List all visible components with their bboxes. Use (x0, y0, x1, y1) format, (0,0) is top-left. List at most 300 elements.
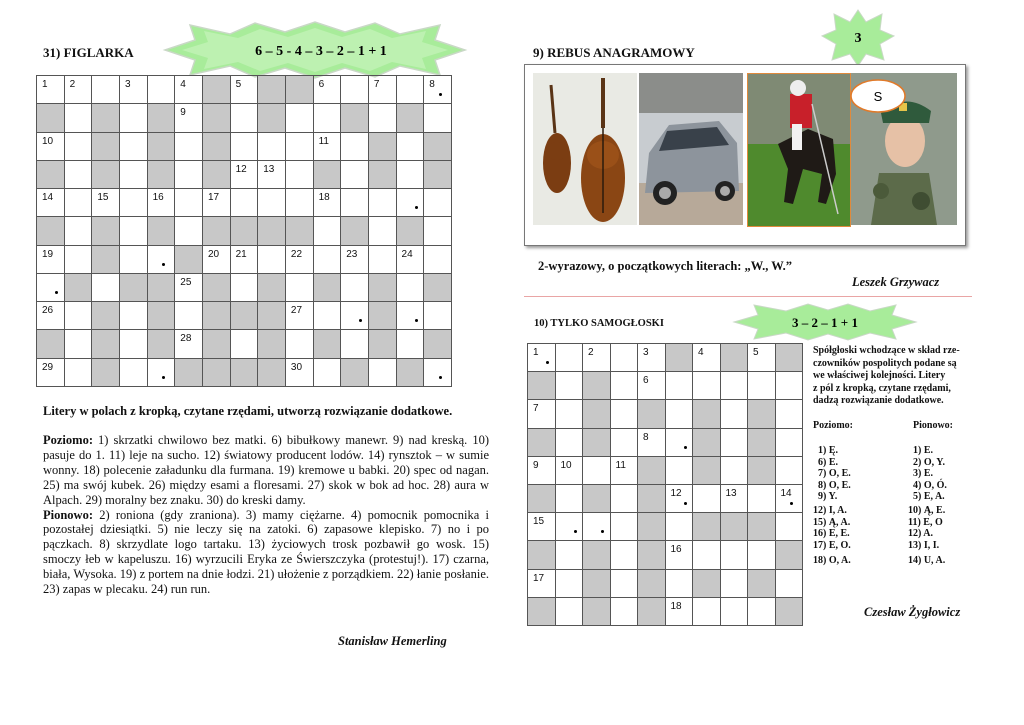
cell-number: 6 (318, 79, 325, 90)
grid-cell-shaded[interactable] (258, 104, 286, 132)
grid-cell[interactable] (775, 372, 803, 400)
grid-cell-shaded[interactable] (583, 372, 611, 400)
grid-cell[interactable] (119, 189, 147, 217)
grid-cell-shaded[interactable] (92, 132, 120, 160)
grid-cell[interactable] (610, 484, 638, 512)
grid-cell[interactable] (341, 302, 369, 330)
down-clues: 2) roniona (gdy zraniona). 3) mamy ciężarne. 4) pomocnik pomocnika i pozostałej dziesiątki. 5) nie leczy się na zatoki. 6) zapasowe klepisko. 7) no i po pączkach. 8) skrzydlate logo tartaku. 13) życiowych trosk pozbawił go wosk. 15) smoczy łeb w kapeluszu. 16) wyrzucili Eryka ze Świerszczyka (protestuj!). 17) czarna, biała, Wysoka. 19) z portem na dnie łodzi. 21) ułożenie z porządkiem. 22) łanie posłanie. 23) zapas w plecaku. 24) run run. (43, 507, 489, 597)
grid-cell[interactable] (528, 456, 556, 484)
grid-row (528, 513, 803, 541)
dot-marker (684, 502, 687, 505)
grid-row (37, 358, 452, 386)
grid-cell[interactable] (230, 189, 258, 217)
grid-cell[interactable] (147, 189, 175, 217)
grid-cell[interactable] (424, 302, 452, 330)
grid-cell-shaded[interactable] (720, 344, 748, 372)
grid-cell[interactable] (693, 541, 721, 569)
grid-cell[interactable] (396, 273, 424, 301)
grid-cell-shaded[interactable] (147, 330, 175, 358)
grid-cell-shaded[interactable] (424, 160, 452, 188)
grid-cell[interactable] (258, 189, 286, 217)
grid-cell[interactable] (748, 541, 776, 569)
grid-cell-shaded[interactable] (147, 273, 175, 301)
grid-cell-shaded[interactable] (583, 400, 611, 428)
grid-cell[interactable] (424, 245, 452, 273)
grid-cell-shaded[interactable] (64, 273, 92, 301)
grid-cell[interactable] (313, 245, 341, 273)
grid-cell-shaded[interactable] (202, 273, 230, 301)
grid-cell[interactable] (720, 456, 748, 484)
grid-cell[interactable] (285, 302, 313, 330)
grid-cell[interactable] (610, 597, 638, 625)
grid-cell[interactable] (555, 456, 583, 484)
grid-cell[interactable] (665, 569, 693, 597)
grid-cell-shaded[interactable] (202, 358, 230, 386)
grid-cell[interactable] (775, 428, 803, 456)
grid-cell-shaded[interactable] (202, 217, 230, 245)
grid-cell[interactable] (119, 330, 147, 358)
instruction-line: z pól z kropką, czytane rzędami, (813, 382, 951, 394)
grid-cell[interactable] (230, 160, 258, 188)
grid-cell-shaded[interactable] (368, 273, 396, 301)
grid-cell[interactable] (424, 358, 452, 386)
grid-cell[interactable] (147, 358, 175, 386)
grid-cell[interactable] (720, 372, 748, 400)
grid-cell-shaded[interactable] (202, 132, 230, 160)
grid-cell-shaded[interactable] (583, 597, 611, 625)
grid-cell[interactable] (775, 484, 803, 512)
clue-item: 13) I, I. (908, 539, 940, 551)
grid-cell-shaded[interactable] (396, 104, 424, 132)
grid-cell[interactable] (638, 428, 666, 456)
grid-cell[interactable] (202, 189, 230, 217)
instruction-line: dadzą rozwiązanie dodatkowe. (813, 395, 944, 407)
grid-cell[interactable] (37, 273, 65, 301)
grid-cell[interactable] (230, 104, 258, 132)
grid-cell-shaded[interactable] (396, 217, 424, 245)
grid-cell-shaded[interactable] (665, 344, 693, 372)
grid-cell[interactable] (610, 372, 638, 400)
grid-cell-shaded[interactable] (638, 513, 666, 541)
grid-cell[interactable] (175, 160, 203, 188)
grid-cell[interactable] (64, 217, 92, 245)
grid-cell-shaded[interactable] (583, 428, 611, 456)
grid-cell[interactable] (313, 76, 341, 104)
grid-cell[interactable] (775, 569, 803, 597)
grid-cell[interactable] (528, 400, 556, 428)
grid-cell-shaded[interactable] (341, 104, 369, 132)
grid-cell[interactable] (175, 330, 203, 358)
grid-cell[interactable] (119, 132, 147, 160)
grid-cell[interactable] (313, 217, 341, 245)
grid-cell[interactable] (748, 344, 776, 372)
grid-cell[interactable] (748, 597, 776, 625)
grid-cell-shaded[interactable] (693, 569, 721, 597)
grid-cell-shaded[interactable] (341, 217, 369, 245)
grid-cell[interactable] (313, 104, 341, 132)
grid-cell[interactable] (693, 484, 721, 512)
grid-cell[interactable] (341, 132, 369, 160)
rebus-photo-strip (524, 64, 966, 246)
grid-cell-shaded[interactable] (748, 569, 776, 597)
grid-cell[interactable] (610, 569, 638, 597)
grid-cell[interactable] (665, 428, 693, 456)
grid-cell-shaded[interactable] (528, 541, 556, 569)
grid-cell-shaded[interactable] (313, 160, 341, 188)
grid-cell-shaded[interactable] (202, 330, 230, 358)
grid-cell[interactable] (610, 513, 638, 541)
grid-cell-shaded[interactable] (313, 273, 341, 301)
grid-cell[interactable] (285, 245, 313, 273)
grid-cell[interactable] (37, 76, 65, 104)
grid-cell-shaded[interactable] (424, 273, 452, 301)
grid-cell[interactable] (64, 132, 92, 160)
grid-cell[interactable] (37, 302, 65, 330)
grid-cell[interactable] (396, 245, 424, 273)
grid-cell[interactable] (665, 484, 693, 512)
grid-cell-shaded[interactable] (175, 358, 203, 386)
grid-cell[interactable] (720, 400, 748, 428)
grid-cell-shaded[interactable] (583, 541, 611, 569)
grid-cell[interactable] (37, 358, 65, 386)
grid-cell-shaded[interactable] (258, 273, 286, 301)
grid-cell-shaded[interactable] (230, 217, 258, 245)
grid-cell[interactable] (424, 217, 452, 245)
grid-cell[interactable] (119, 217, 147, 245)
grid-cell[interactable] (285, 189, 313, 217)
grid-cell-shaded[interactable] (147, 160, 175, 188)
grid-cell[interactable] (230, 273, 258, 301)
rebus-title: 9) REBUS ANAGRAMOWY (533, 45, 695, 60)
grid-cell-shaded[interactable] (258, 76, 286, 104)
grid-cell[interactable] (64, 245, 92, 273)
grid-cell[interactable] (610, 456, 638, 484)
grid-cell-shaded[interactable] (92, 302, 120, 330)
grid-cell[interactable] (396, 330, 424, 358)
grid-cell-shaded[interactable] (424, 132, 452, 160)
grid-cell-shaded[interactable] (638, 597, 666, 625)
grid-cell[interactable] (368, 104, 396, 132)
grid-cell[interactable] (119, 245, 147, 273)
grid-cell-shaded[interactable] (258, 217, 286, 245)
grid-cell[interactable] (285, 273, 313, 301)
grid-cell-shaded[interactable] (583, 569, 611, 597)
author-right: Czesław Żygłowicz (864, 605, 961, 619)
grid-cell[interactable] (396, 132, 424, 160)
grid-cell[interactable] (64, 358, 92, 386)
grid-cell[interactable] (368, 217, 396, 245)
grid-cell[interactable] (720, 541, 748, 569)
grid-cell[interactable] (555, 484, 583, 512)
grid-cell[interactable] (583, 456, 611, 484)
grid-cell-shaded[interactable] (92, 245, 120, 273)
instruction-line: we właściwej kolejności. Litery (813, 370, 946, 382)
grid-cell[interactable] (285, 160, 313, 188)
grid-cell-shaded[interactable] (230, 302, 258, 330)
grid-cell[interactable] (424, 76, 452, 104)
grid-cell[interactable] (341, 189, 369, 217)
grid-cell[interactable] (258, 160, 286, 188)
cell-number: 10 (42, 135, 54, 147)
grid-cell[interactable] (341, 273, 369, 301)
grid-cell[interactable] (230, 76, 258, 104)
grid-cell-shaded[interactable] (368, 160, 396, 188)
grid-cell[interactable] (37, 132, 65, 160)
grid-cell-shaded[interactable] (693, 456, 721, 484)
grid-cell[interactable] (555, 541, 583, 569)
grid-cell[interactable] (775, 456, 803, 484)
grid-cell[interactable] (368, 189, 396, 217)
grid-cell[interactable] (638, 372, 666, 400)
grid-cell[interactable] (175, 302, 203, 330)
grid-cell-shaded[interactable] (775, 541, 803, 569)
grid-cell[interactable] (583, 344, 611, 372)
rebus-hint: 2-wyrazowy, o początkowych literach: „W., W.” (538, 259, 793, 273)
grid-cell[interactable] (748, 484, 776, 512)
grid-cell-shaded[interactable] (202, 104, 230, 132)
grid-cell-shaded[interactable] (285, 217, 313, 245)
grid-cell[interactable] (175, 104, 203, 132)
bubble-letter: S (873, 89, 883, 104)
grid-cell-shaded[interactable] (638, 484, 666, 512)
grid-cell[interactable] (610, 541, 638, 569)
grid-cell-shaded[interactable] (147, 217, 175, 245)
grid-cell[interactable] (64, 76, 92, 104)
grid-cell-shaded[interactable] (147, 104, 175, 132)
grid-cell-shaded[interactable] (693, 400, 721, 428)
grid-cell-shaded[interactable] (528, 484, 556, 512)
grid-cell[interactable] (119, 302, 147, 330)
grid-cell[interactable] (313, 189, 341, 217)
grid-cell-shaded[interactable] (37, 217, 65, 245)
grid-cell-shaded[interactable] (583, 484, 611, 512)
clue-item: 4) O, Ó. (913, 479, 947, 491)
grid-cell[interactable] (64, 160, 92, 188)
grid-cell-shaded[interactable] (119, 273, 147, 301)
grid-cell[interactable] (748, 372, 776, 400)
grid-cell-shaded[interactable] (748, 513, 776, 541)
grid-cell[interactable] (147, 76, 175, 104)
grid-cell[interactable] (528, 344, 556, 372)
grid-cell[interactable] (396, 160, 424, 188)
grid-cell[interactable] (775, 400, 803, 428)
grid-cell[interactable] (119, 358, 147, 386)
grid-cell-shaded[interactable] (92, 217, 120, 245)
grid-cell[interactable] (610, 344, 638, 372)
grid-cell[interactable] (693, 372, 721, 400)
grid-cell-shaded[interactable] (693, 428, 721, 456)
grid-cell-shaded[interactable] (693, 513, 721, 541)
grid-cell[interactable] (313, 302, 341, 330)
grid-cell-shaded[interactable] (230, 358, 258, 386)
grid-cell[interactable] (230, 132, 258, 160)
grid-cell-shaded[interactable] (37, 104, 65, 132)
grid-cell[interactable] (175, 273, 203, 301)
grid-cell-shaded[interactable] (638, 456, 666, 484)
grid-cell[interactable] (555, 513, 583, 541)
grid-cell-shaded[interactable] (37, 160, 65, 188)
grid-cell-shaded[interactable] (528, 372, 556, 400)
grid-cell[interactable] (230, 245, 258, 273)
grid-cell[interactable] (230, 330, 258, 358)
grid-cell-shaded[interactable] (528, 428, 556, 456)
grid-cell[interactable] (368, 245, 396, 273)
grid-cell-shaded[interactable] (147, 302, 175, 330)
cell-number: 27 (290, 305, 303, 317)
grid-cell[interactable] (285, 104, 313, 132)
grid-cell[interactable] (396, 76, 424, 104)
grid-cell[interactable] (424, 104, 452, 132)
cell-number: 16 (670, 544, 682, 556)
grid-cell-shaded[interactable] (37, 330, 65, 358)
speech-bubble (849, 77, 907, 115)
grid-cell[interactable] (341, 245, 369, 273)
grid-cell[interactable] (720, 597, 748, 625)
grid-cell-shaded[interactable] (775, 597, 803, 625)
grid-cell[interactable] (665, 400, 693, 428)
grid-cell-shaded[interactable] (424, 330, 452, 358)
grid-cell[interactable] (775, 513, 803, 541)
grid-cell[interactable] (555, 569, 583, 597)
grid-cell[interactable] (555, 428, 583, 456)
grid-cell[interactable] (202, 245, 230, 273)
grid-cell[interactable] (528, 569, 556, 597)
grid-cell[interactable] (368, 76, 396, 104)
grid-cell-shaded[interactable] (748, 428, 776, 456)
grid-cell[interactable] (119, 104, 147, 132)
dot-marker (415, 319, 418, 322)
grid-cell-shaded[interactable] (368, 330, 396, 358)
grid-cell[interactable] (665, 597, 693, 625)
cell-number: 13 (725, 487, 737, 499)
grid-cell[interactable] (665, 513, 693, 541)
grid-cell[interactable] (92, 76, 120, 104)
grid-cell[interactable] (258, 132, 286, 160)
grid-cell[interactable] (665, 456, 693, 484)
grid-cell[interactable] (285, 358, 313, 386)
grid-cell[interactable] (638, 344, 666, 372)
grid-cell-shaded[interactable] (748, 456, 776, 484)
grid-cell[interactable] (341, 76, 369, 104)
grid-cell[interactable] (175, 189, 203, 217)
grid-cell-shaded[interactable] (638, 569, 666, 597)
grid-row (37, 245, 452, 273)
grid-cell[interactable] (37, 189, 65, 217)
grid-cell[interactable] (285, 132, 313, 160)
grid-cell[interactable] (341, 330, 369, 358)
grid-cell[interactable] (720, 484, 748, 512)
grid-cell[interactable] (555, 344, 583, 372)
grid-cell[interactable] (665, 541, 693, 569)
grid-cell[interactable] (610, 428, 638, 456)
cell-number: 14 (42, 192, 54, 204)
grid-cell-shaded[interactable] (396, 358, 424, 386)
grid-cell[interactable] (285, 330, 313, 358)
grid-cell[interactable] (119, 160, 147, 188)
grid-cell-shaded[interactable] (92, 160, 120, 188)
clues-block (43, 433, 489, 597)
grid-cell[interactable] (175, 217, 203, 245)
grid-cell-shaded[interactable] (258, 358, 286, 386)
grid-cell[interactable] (665, 372, 693, 400)
dot-marker (601, 530, 604, 533)
grid-cell[interactable] (92, 189, 120, 217)
grid-cell-shaded[interactable] (92, 358, 120, 386)
grid-cell-shaded[interactable] (202, 302, 230, 330)
grid-cell[interactable] (175, 76, 203, 104)
grid-cell-shaded[interactable] (285, 76, 313, 104)
grid-cell-shaded[interactable] (368, 132, 396, 160)
grid-cell[interactable] (119, 76, 147, 104)
grid-cell[interactable] (555, 400, 583, 428)
down-label: Pionowo: (43, 507, 93, 522)
grid-cell-shaded[interactable] (258, 302, 286, 330)
grid-cell-shaded[interactable] (775, 344, 803, 372)
grid-cell-shaded[interactable] (313, 330, 341, 358)
grid-cell-shaded[interactable] (638, 400, 666, 428)
grid-cell-shaded[interactable] (92, 104, 120, 132)
clue-item: 14) U, A. (908, 555, 946, 567)
cell-number: 12 (235, 163, 247, 175)
grid-cell[interactable] (64, 302, 92, 330)
grid-cell[interactable] (693, 344, 721, 372)
grid-cell[interactable] (555, 372, 583, 400)
grid-cell[interactable] (37, 245, 65, 273)
grid-cell[interactable] (396, 302, 424, 330)
grid-cell[interactable] (175, 132, 203, 160)
grid-cell-shaded[interactable] (202, 160, 230, 188)
grid-row (528, 597, 803, 625)
grid-cell[interactable] (147, 245, 175, 273)
grid-cell[interactable] (313, 358, 341, 386)
clue-item: 16) E, E. (813, 528, 850, 540)
grid-cell-shaded[interactable] (202, 76, 230, 104)
grid-cell[interactable] (720, 569, 748, 597)
grid-cell[interactable] (583, 513, 611, 541)
across-clues: 1) skrzatki chwilowo bez matki. 6) bibułkowy manewr. 9) nad kreską. 10) pasuje do 1. 11) leje na sucho. 12) światowy producent lodów. 14) rynsztok – w sumie wonny. 18) polecenie załadunku dla furmana. 19) kremowe u babki. 20) spec od nagan. 25) ma swój kubek. 26) między esami a floresami. 27) skok w bok ad hoc. 28) aura w Alpach. 29) moralny bez znaku. 30) do kreski damy. (43, 433, 489, 507)
vowels-instructions (813, 345, 975, 408)
grid-cell[interactable] (424, 189, 452, 217)
grid-cell-shaded[interactable] (175, 245, 203, 273)
grid-cell-shaded[interactable] (258, 330, 286, 358)
grid-cell[interactable] (720, 428, 748, 456)
grid-cell[interactable] (555, 597, 583, 625)
grid-cell[interactable] (64, 330, 92, 358)
grid-cell[interactable] (258, 245, 286, 273)
grid-cell[interactable] (610, 400, 638, 428)
grid-cell[interactable] (693, 597, 721, 625)
grid-cell[interactable] (341, 160, 369, 188)
grid-cell-shaded[interactable] (341, 358, 369, 386)
grid-cell-shaded[interactable] (92, 330, 120, 358)
grid-cell-shaded[interactable] (748, 400, 776, 428)
grid-cell[interactable] (92, 273, 120, 301)
grid-cell[interactable] (64, 189, 92, 217)
grid-row (37, 160, 452, 188)
grid-cell-shaded[interactable] (528, 597, 556, 625)
grid-cell[interactable] (528, 513, 556, 541)
instruction-text: Litery w polach z kropką, czytane rzędami, utworzą rozwiązanie dodatkowe. (43, 404, 453, 418)
dot-marker (162, 376, 165, 379)
grid-cell-shaded[interactable] (720, 513, 748, 541)
grid-cell[interactable] (313, 132, 341, 160)
grid-cell-shaded[interactable] (638, 541, 666, 569)
grid-cell[interactable] (368, 358, 396, 386)
grid-cell-shaded[interactable] (368, 302, 396, 330)
grid-cell[interactable] (64, 104, 92, 132)
grid-cell-shaded[interactable] (147, 132, 175, 160)
grid-cell[interactable] (396, 189, 424, 217)
